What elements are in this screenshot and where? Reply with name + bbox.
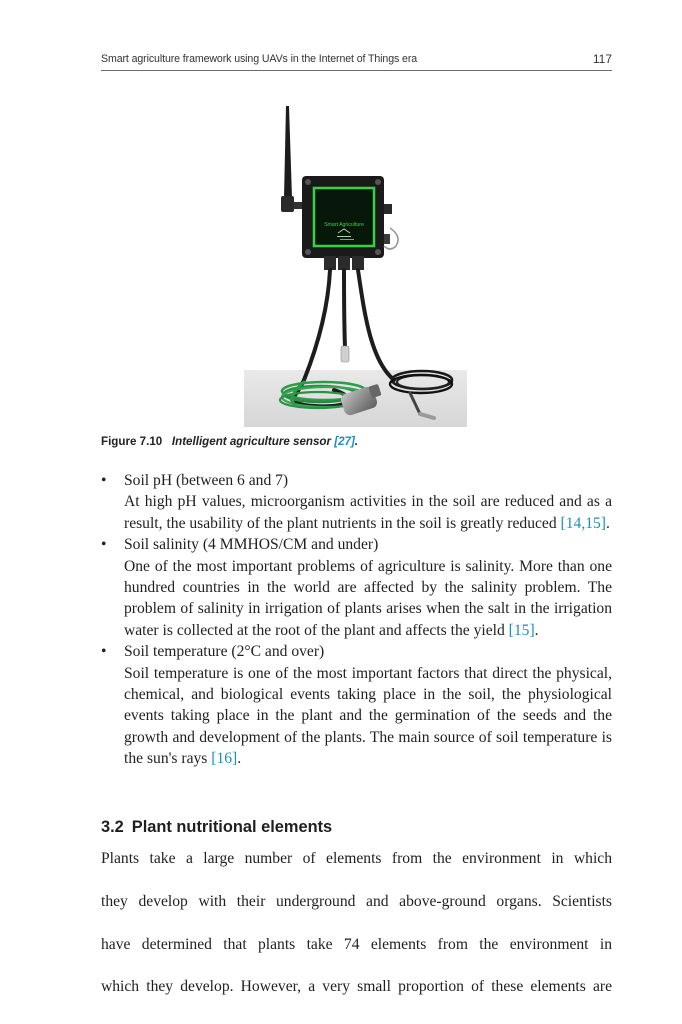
bullet-heading: Soil pH (between 6 and 7) <box>124 472 289 489</box>
temperature-probe <box>341 346 349 362</box>
sensor-enclosure <box>302 176 398 270</box>
caption-label: Figure 7.10 <box>101 435 163 448</box>
bullet-marker: • <box>101 472 107 489</box>
sensor-illustration <box>244 100 467 427</box>
bullet-marker: • <box>101 643 107 661</box>
bullet-heading: Soil salinity (4 MMHOS/CM and under) <box>124 536 379 554</box>
paragraph-line: have determined that plants take 74 elements from the environment in <box>101 935 612 953</box>
bullet-soil-ph <box>101 470 612 534</box>
running-title: Smart agriculture framework using UAVs in the Internet of Things era <box>101 53 418 65</box>
bullet-body-wrap <box>124 663 612 770</box>
section-heading <box>101 818 332 837</box>
paragraph-line: Plants take a large number of elements from the environment in which <box>101 850 612 867</box>
device-label: Smart Agriculture <box>324 222 364 228</box>
display-panel <box>314 188 374 246</box>
bullet-body: At high pH values, microorganism activities in the soil are reduced and as a result, the usability of the plant nutrients in the soil is greatly reduced <box>124 493 612 532</box>
caption-text: Intelligent agriculture sensor <box>171 435 332 448</box>
antenna <box>281 106 304 212</box>
citation-link[interactable]: [16] <box>211 750 238 768</box>
citation-link[interactable]: [15] <box>508 621 535 639</box>
paragraph-line: they develop with their underground and above-ground organs. Scientists <box>101 892 612 910</box>
bullet-end: . <box>606 514 610 532</box>
page-number: 117 <box>592 52 612 66</box>
bullet-body: Soil temperature is one of the most important factors that direct the physical, chemical, and biological events taking place in the soil, the physiological events taking place in the plant and the germination of the seeds and the growth and development of the plants. The main source of soil temperature is the sun's rays <box>124 664 612 768</box>
figure-sensor-photo <box>244 100 467 427</box>
running-header <box>101 52 612 71</box>
figure-caption <box>101 435 358 448</box>
bullet-body-wrap <box>124 491 612 534</box>
bullet-heading: Soil temperature (2°C and over) <box>124 643 325 661</box>
bullet-end: . <box>237 750 242 768</box>
bullet-body-wrap <box>124 556 612 642</box>
bullet-end: . <box>534 621 539 639</box>
citation-link[interactable]: [14,15] <box>560 514 607 532</box>
bullet-soil-salinity <box>101 534 612 641</box>
bullet-body: One of the most important problems of agriculture is salinity. More than one hundred countries in the world are affected by the salinity problem. The problem of salinity in irrigation of plants arises when the salt in the irrigation water is collected at the root of the plant and affects the yield <box>124 557 612 639</box>
bullet-marker: • <box>101 536 107 554</box>
bullet-soil-temperature <box>101 641 612 769</box>
caption-ref-link[interactable]: [27] <box>334 435 355 448</box>
bullet-list <box>101 470 612 770</box>
section-number: 3.2 <box>101 818 124 836</box>
section-title: Plant nutritional elements <box>131 818 333 836</box>
paragraph-line: which they develop. However, a very small proportion of these elements are <box>101 978 612 996</box>
body-paragraph <box>101 848 612 1019</box>
caption-end: . <box>354 435 359 448</box>
